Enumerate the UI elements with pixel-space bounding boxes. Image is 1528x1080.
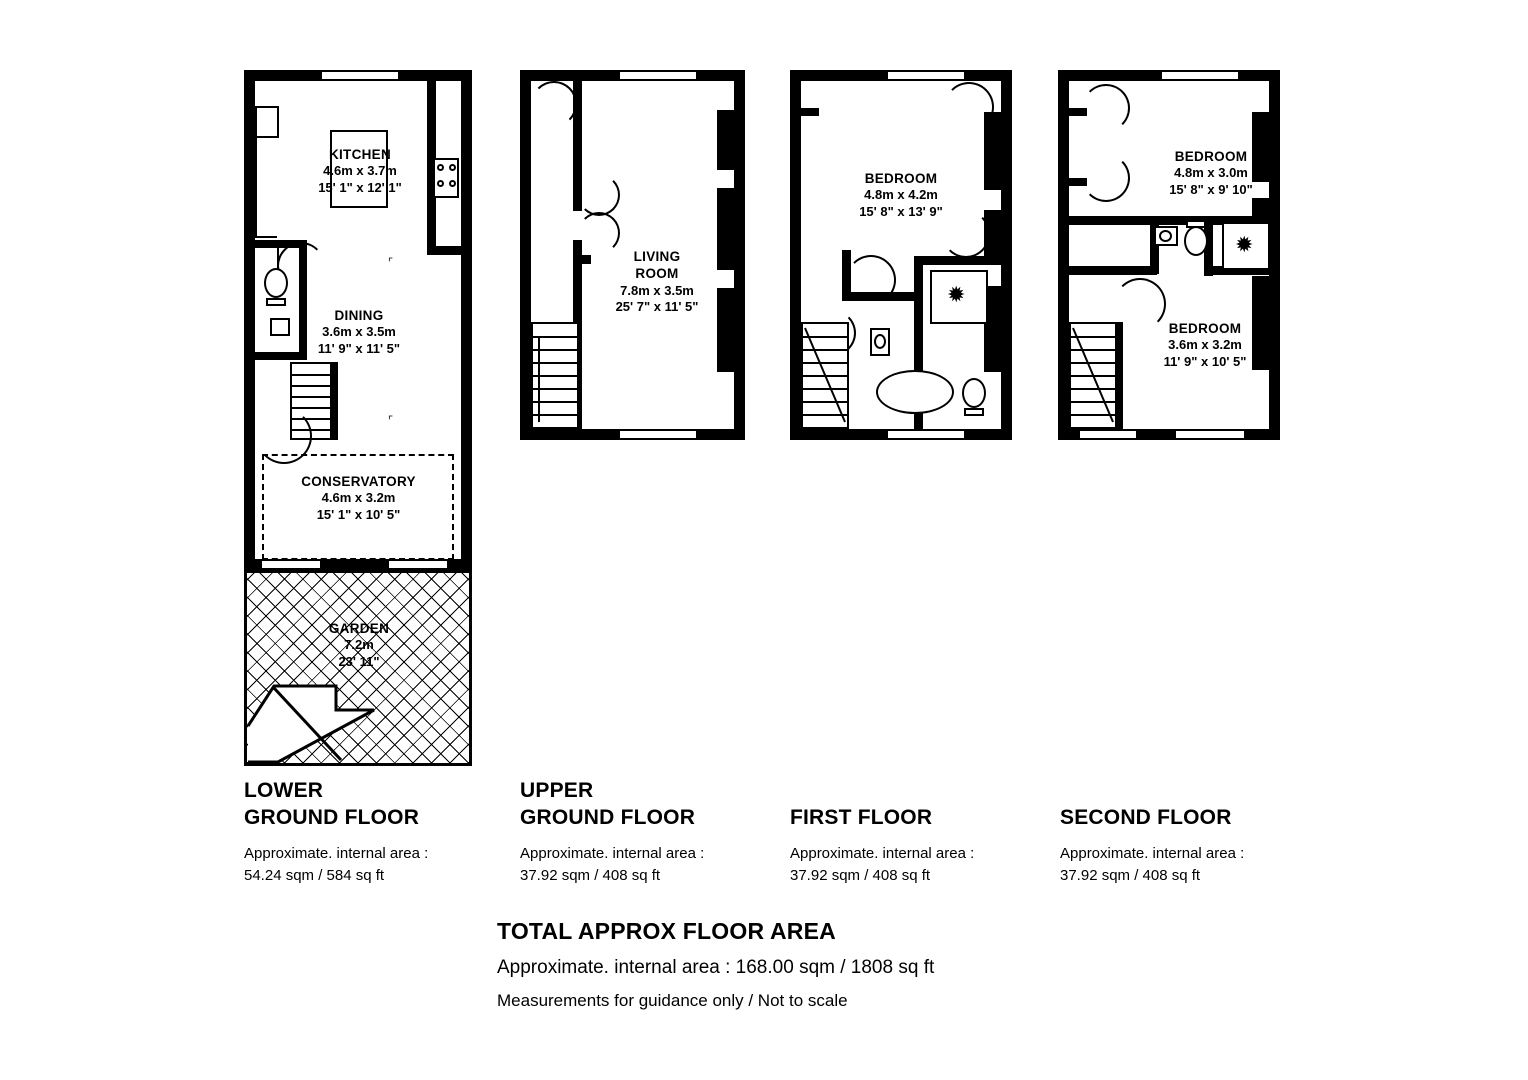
stair-direction-line: [801, 322, 849, 429]
caption-area-line2: 54.24 sqm / 584 sq ft: [244, 866, 385, 884]
window-top: [888, 70, 964, 81]
caption-lower-ground: [244, 778, 504, 886]
caption-area-line2: 37.92 sqm / 408 sq ft: [1060, 866, 1201, 884]
caption-title-line1: UPPER: [520, 779, 594, 802]
wall-stairs-right: [1115, 322, 1123, 429]
window-bottom-left: [1080, 429, 1136, 440]
caption-title-line1: FIRST FLOOR: [790, 806, 933, 829]
caption-title-line2: GROUND FLOOR: [520, 805, 696, 829]
wall-hall-stub: [573, 255, 591, 264]
floor-upper-ground: [520, 70, 745, 440]
wall-left-stub-top: [801, 108, 819, 116]
window-bottom: [888, 429, 964, 440]
window-bottom-left: [262, 559, 320, 570]
wall-right: [461, 70, 472, 570]
caption-area-line1: Approximate. internal area :: [1060, 844, 1245, 862]
floor-first: [790, 70, 1012, 440]
room-label-bedroom: BEDROOM 4.8m x 4.2m 15' 8" x 13' 9": [859, 171, 943, 219]
caption-area-line2: 37.92 sqm / 408 sq ft: [790, 866, 931, 884]
door-arc-entry: [531, 81, 577, 127]
kitchen-hob: [433, 158, 459, 198]
door-arc-bedroom-mid: [1082, 154, 1130, 202]
window-top: [322, 70, 398, 81]
kitchen-sink: [255, 106, 279, 138]
wall-left: [790, 70, 801, 440]
room-label-garden: GARDEN 7.2m 23' 11": [328, 621, 390, 669]
hob-ring-2: [449, 164, 456, 171]
stair-direction-line: [1069, 322, 1117, 429]
caption-title-line1: LOWER: [244, 779, 324, 802]
shower-head-icon: ✹: [1235, 232, 1254, 257]
wall-right-recess-top: [717, 110, 734, 170]
caption-first-floor: [790, 805, 1050, 886]
room-label-dining: DINING 3.6m x 3.5m 11' 9" x 11' 5": [317, 308, 401, 356]
caption-area-line1: Approximate. internal area :: [244, 844, 429, 862]
door-arc-landing: [846, 255, 896, 305]
toilet-cistern: [266, 298, 286, 306]
door-arc-living-1: [578, 174, 620, 216]
floor-lower-ground: [244, 70, 472, 770]
wall-right: [1001, 70, 1012, 440]
hob-ring-1: [437, 164, 444, 171]
room-label-bedroom-bottom: BEDROOM 3.6m x 3.2m 11' 9" x 10' 5": [1163, 321, 1247, 369]
wall-bath-top: [914, 256, 1002, 265]
hob-ring-4: [449, 180, 456, 187]
basin-bowl: [1159, 230, 1172, 242]
wall-stairs-right: [330, 362, 338, 440]
counter-line-left: [255, 138, 257, 238]
caption-upper-ground: [520, 778, 780, 886]
room-label-conservatory: CONSERVATORY 4.6m x 3.2m 15' 1" x 10' 5": [301, 474, 416, 522]
toilet-bowl: [264, 268, 288, 298]
room-label-kitchen: KITCHEN 4.6m x 3.7m 15' 1" x 12' 1": [318, 147, 402, 195]
total-area-block: [497, 918, 1197, 1011]
window-bottom-right: [389, 559, 447, 570]
toilet-bowl: [962, 378, 986, 408]
total-area: Approximate. internal area : 168.00 sqm / 1808 sq ft: [497, 957, 935, 978]
bathtub: [876, 370, 954, 414]
wall-left: [1058, 70, 1069, 440]
counter-line-left2: [255, 236, 277, 238]
caption-area-line1: Approximate. internal area :: [520, 844, 705, 862]
window-top: [620, 70, 696, 81]
caption-area-line2: 37.92 sqm / 408 sq ft: [520, 866, 661, 884]
window-top: [1162, 70, 1238, 81]
total-disclaimer: Measurements for guidance only / Not to scale: [497, 991, 848, 1010]
floor-second: [1058, 70, 1280, 440]
wall-left: [520, 70, 531, 440]
light-marker-1: ⌜: [388, 257, 394, 269]
shower-head-icon: ✹: [947, 282, 966, 307]
hob-ring-3: [437, 180, 444, 187]
room-label-living: LIVING ROOM 7.8m x 3.5m 25' 7" x 11' 5": [615, 249, 699, 315]
caption-title-line1: SECOND FLOOR: [1060, 806, 1232, 829]
window-bottom-right: [1176, 429, 1244, 440]
wall-bath-bottom: [1069, 266, 1157, 275]
caption-second-floor: [1060, 805, 1320, 886]
room-label-bedroom-top: BEDROOM 4.8m x 3.0m 15' 8" x 9' 10": [1169, 149, 1253, 197]
door-arc-bedroom-top: [1082, 84, 1130, 132]
wall-right: [1269, 70, 1280, 440]
wall-right: [734, 70, 745, 440]
caption-area-line1: Approximate. internal area :: [790, 844, 975, 862]
basin-bowl: [874, 334, 886, 349]
wall-left: [244, 70, 255, 570]
window-bottom: [620, 429, 696, 440]
toilet-cistern: [1186, 220, 1206, 228]
total-heading: TOTAL APPROX FLOOR AREA: [497, 918, 836, 944]
door-arc-bedroom-1: [944, 82, 994, 132]
wall-kitchen-recess-h: [427, 246, 461, 255]
toilet-bowl: [1184, 226, 1208, 256]
caption-title-line2: GROUND FLOOR: [244, 805, 420, 829]
light-marker-2: ⌜: [388, 415, 394, 427]
toilet-cistern: [964, 408, 984, 416]
stair-direction-arrow: [531, 322, 579, 429]
